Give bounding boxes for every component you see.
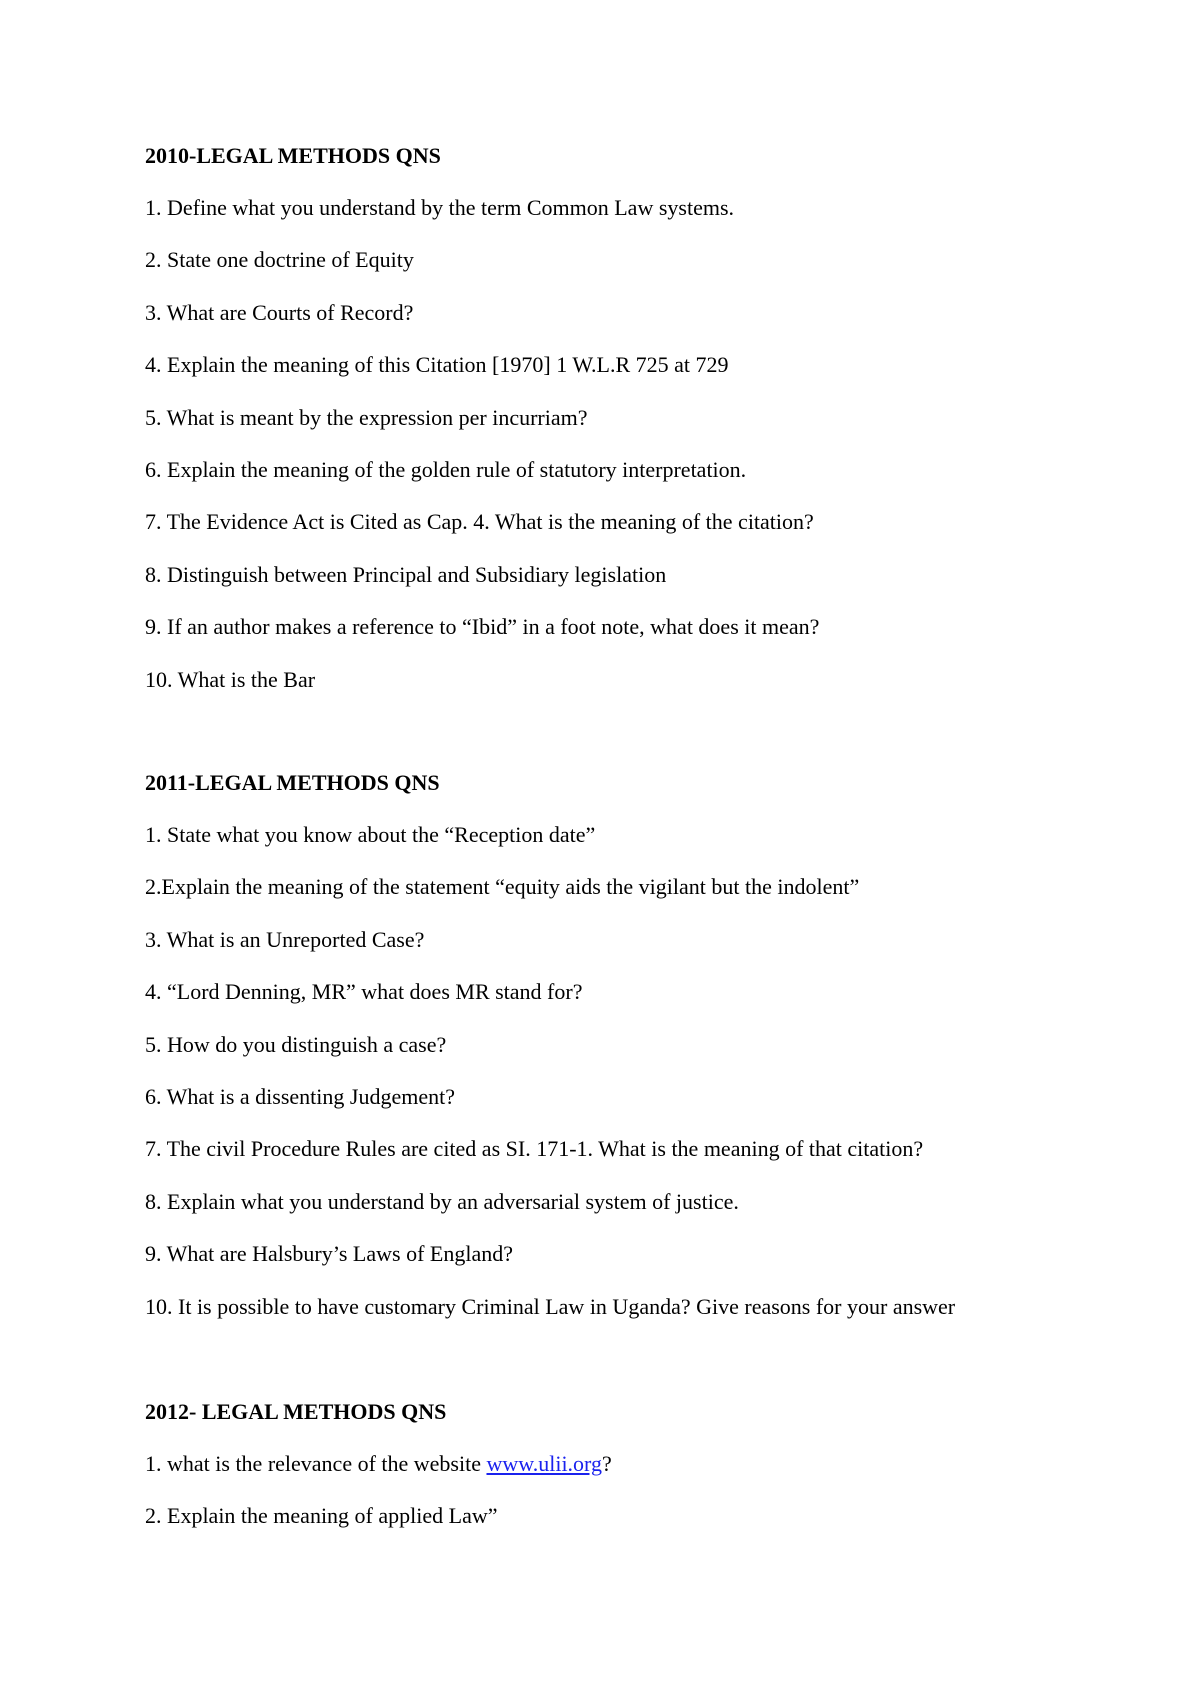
website-link[interactable]: www.ulii.org: [486, 1451, 602, 1476]
question-item: 9. If an author makes a reference to “Ibid” in a foot note, what does it mean?: [145, 614, 820, 640]
question-item: 9. What are Halsbury’s Laws of England?: [145, 1241, 513, 1267]
section-2011: [145, 770, 1145, 1346]
question-text: 1. what is the relevance of the website: [145, 1451, 487, 1476]
section-2012: [145, 1399, 1145, 1556]
question-item: 2.Explain the meaning of the statement “equity aids the vigilant but the indolent”: [145, 874, 860, 900]
question-list: [145, 822, 1145, 1320]
question-item: 2. State one doctrine of Equity: [145, 247, 414, 273]
question-item: 8. Distinguish between Principal and Subsidiary legislation: [145, 561, 667, 587]
question-item: 10. It is possible to have customary Criminal Law in Uganda? Give reasons for your answer: [145, 1293, 956, 1319]
question-list: [145, 1451, 1145, 1529]
question-item: 1. State what you know about the “Reception date”: [145, 822, 596, 847]
section-heading: 2011-LEGAL METHODS QNS: [145, 770, 440, 795]
question-list: [145, 195, 1145, 693]
question-item: 10. What is the Bar: [145, 666, 316, 692]
question-item: 4. Explain the meaning of this Citation [1970] 1 W.L.R 725 at 729: [145, 352, 729, 378]
section-2010: [145, 143, 1145, 719]
question-item: 3. What are Courts of Record?: [145, 299, 414, 325]
question-item: 5. How do you distinguish a case?: [145, 1031, 447, 1057]
question-item: 7. The civil Procedure Rules are cited as SI. 171-1. What is the meaning of that citation?: [145, 1136, 924, 1162]
question-item: 2. Explain the meaning of applied Law”: [145, 1503, 498, 1529]
question-item: [145, 1451, 1145, 1477]
question-item: 7. The Evidence Act is Cited as Cap. 4. What is the meaning of the citation?: [145, 509, 814, 535]
question-item: 6. What is a dissenting Judgement?: [145, 1083, 455, 1109]
question-item: 1. Define what you understand by the term Common Law systems.: [145, 195, 735, 220]
section-heading: 2012- LEGAL METHODS QNS: [145, 1399, 447, 1424]
question-item: 8. Explain what you understand by an adversarial system of justice.: [145, 1188, 739, 1214]
question-item: 5. What is meant by the expression per incurriam?: [145, 404, 588, 430]
question-text-end: ?: [601, 1451, 612, 1476]
question-item: 3. What is an Unreported Case?: [145, 926, 425, 952]
question-item: 4. “Lord Denning, MR” what does MR stand for?: [145, 979, 583, 1005]
section-heading: 2010-LEGAL METHODS QNS: [145, 143, 441, 168]
question-item: 6. Explain the meaning of the golden rule of statutory interpretation.: [145, 456, 747, 482]
